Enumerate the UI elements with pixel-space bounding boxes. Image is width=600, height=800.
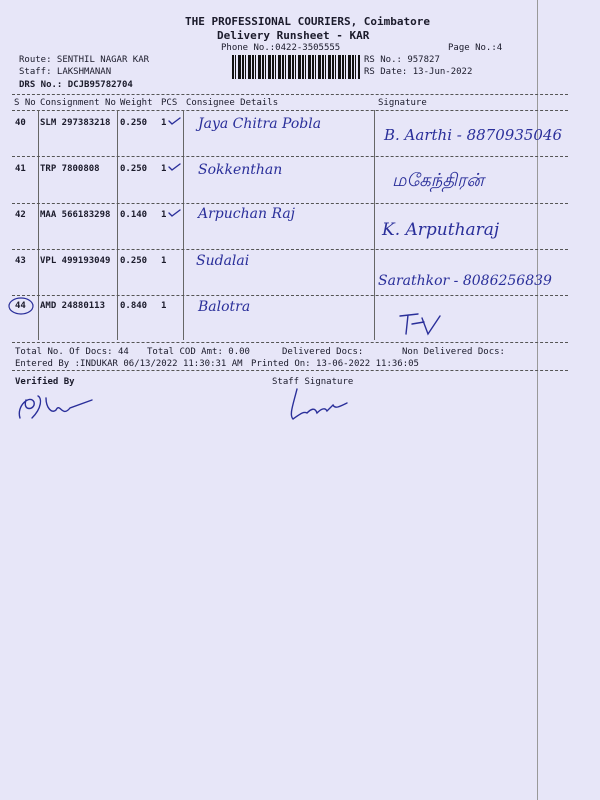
row-weight: 0.840 (120, 301, 148, 311)
row-sno: 40 (15, 118, 26, 128)
row-weight: 0.250 (120, 256, 148, 266)
row-weight: 0.250 (120, 118, 148, 128)
row-pcs: 1 (161, 118, 167, 128)
total-cod: Total COD Amt: 0.00 (147, 347, 250, 357)
row-consignee-handwritten: Sokkenthan (198, 162, 283, 178)
page-edge (537, 0, 538, 800)
verified-by-label: Verified By (15, 377, 75, 387)
row-consignment: VPL 499193049 (40, 256, 111, 266)
row-signature-handwritten: K. Arputharaj (382, 220, 500, 240)
row-divider (12, 249, 568, 250)
row-weight: 0.250 (120, 164, 148, 174)
rule (12, 94, 568, 95)
column-divider (38, 110, 39, 340)
column-divider (374, 110, 375, 340)
col-pcs: PCS (161, 98, 178, 108)
col-weight: Weight (120, 98, 153, 108)
staff: Staff: LAKSHMANAN (19, 67, 112, 77)
row-consignment: TRP 7800808 (40, 164, 100, 174)
row-signature-handwritten: மகேந்திரன் (392, 170, 484, 191)
row-consignment: MAA 566183298 (40, 210, 111, 220)
route: Route: SENTHIL NAGAR KAR (19, 55, 150, 65)
col-consignee: Consignee Details (186, 98, 279, 108)
row-consignee-handwritten: Balotra (198, 299, 251, 315)
staff-signature (285, 385, 355, 425)
row-signature-handwritten: Sarathkor - 8086256839 (378, 273, 552, 289)
staff-signature-label: Staff Signature (272, 377, 354, 387)
row-consignment: AMD 24880113 (40, 301, 106, 311)
row-consignment: SLM 297383218 (40, 118, 111, 128)
printed-on: Printed On: 13-06-2022 11:36:05 (251, 359, 419, 369)
column-divider (183, 110, 184, 340)
row-pcs: 1 (161, 210, 167, 220)
row-sno: 42 (15, 210, 26, 220)
phone-number: Phone No.:0422-3505555 (221, 43, 341, 53)
row-consignee-handwritten: Arpuchan Raj (198, 206, 296, 222)
barcode (232, 55, 360, 79)
page-number: Page No.:4 (448, 43, 503, 53)
rule (12, 342, 568, 343)
row-sno: 43 (15, 256, 26, 266)
row-pcs: 1 (161, 256, 167, 266)
drs-number: DRS No.: DCJB95782704 (19, 80, 133, 90)
sheet-title: Delivery Runsheet - KAR (217, 29, 370, 42)
col-sno: S No (14, 98, 36, 108)
row-divider (12, 295, 568, 296)
col-signature: Signature (378, 98, 427, 108)
entered-by: Entered By :INDUKAR 06/13/2022 11:30:31 AM (15, 359, 243, 369)
col-consignment: Consignment No (40, 98, 116, 108)
rule (12, 370, 568, 371)
non-delivered-docs: Non Delivered Docs: (402, 347, 505, 357)
row-consignee-handwritten: Jaya Chitra Pobla (198, 116, 322, 132)
row-divider (12, 156, 568, 157)
row-sno: 41 (15, 164, 26, 174)
column-divider (117, 110, 118, 340)
tick-mark (168, 116, 182, 126)
row-consignee-handwritten: Sudalai (196, 253, 250, 269)
row-signature-handwritten: B. Aarthi - 8870935046 (384, 126, 563, 144)
rs-number: RS No.: 957827 (364, 55, 440, 65)
row-divider (12, 203, 568, 204)
verifier-signature (12, 388, 102, 428)
row-sno: 44 (15, 301, 26, 311)
signature-scribble (396, 310, 446, 340)
rs-date: RS Date: 13-Jun-2022 (364, 67, 473, 77)
delivered-docs: Delivered Docs: (282, 347, 364, 357)
row-pcs: 1 (161, 301, 167, 311)
row-pcs: 1 (161, 164, 167, 174)
rule (12, 110, 568, 111)
tick-mark (168, 162, 182, 172)
total-docs: Total No. Of Docs: 44 (15, 347, 129, 357)
company-name: THE PROFESSIONAL COURIERS, Coimbatore (185, 15, 431, 28)
row-weight: 0.140 (120, 210, 148, 220)
tick-mark (168, 208, 182, 218)
